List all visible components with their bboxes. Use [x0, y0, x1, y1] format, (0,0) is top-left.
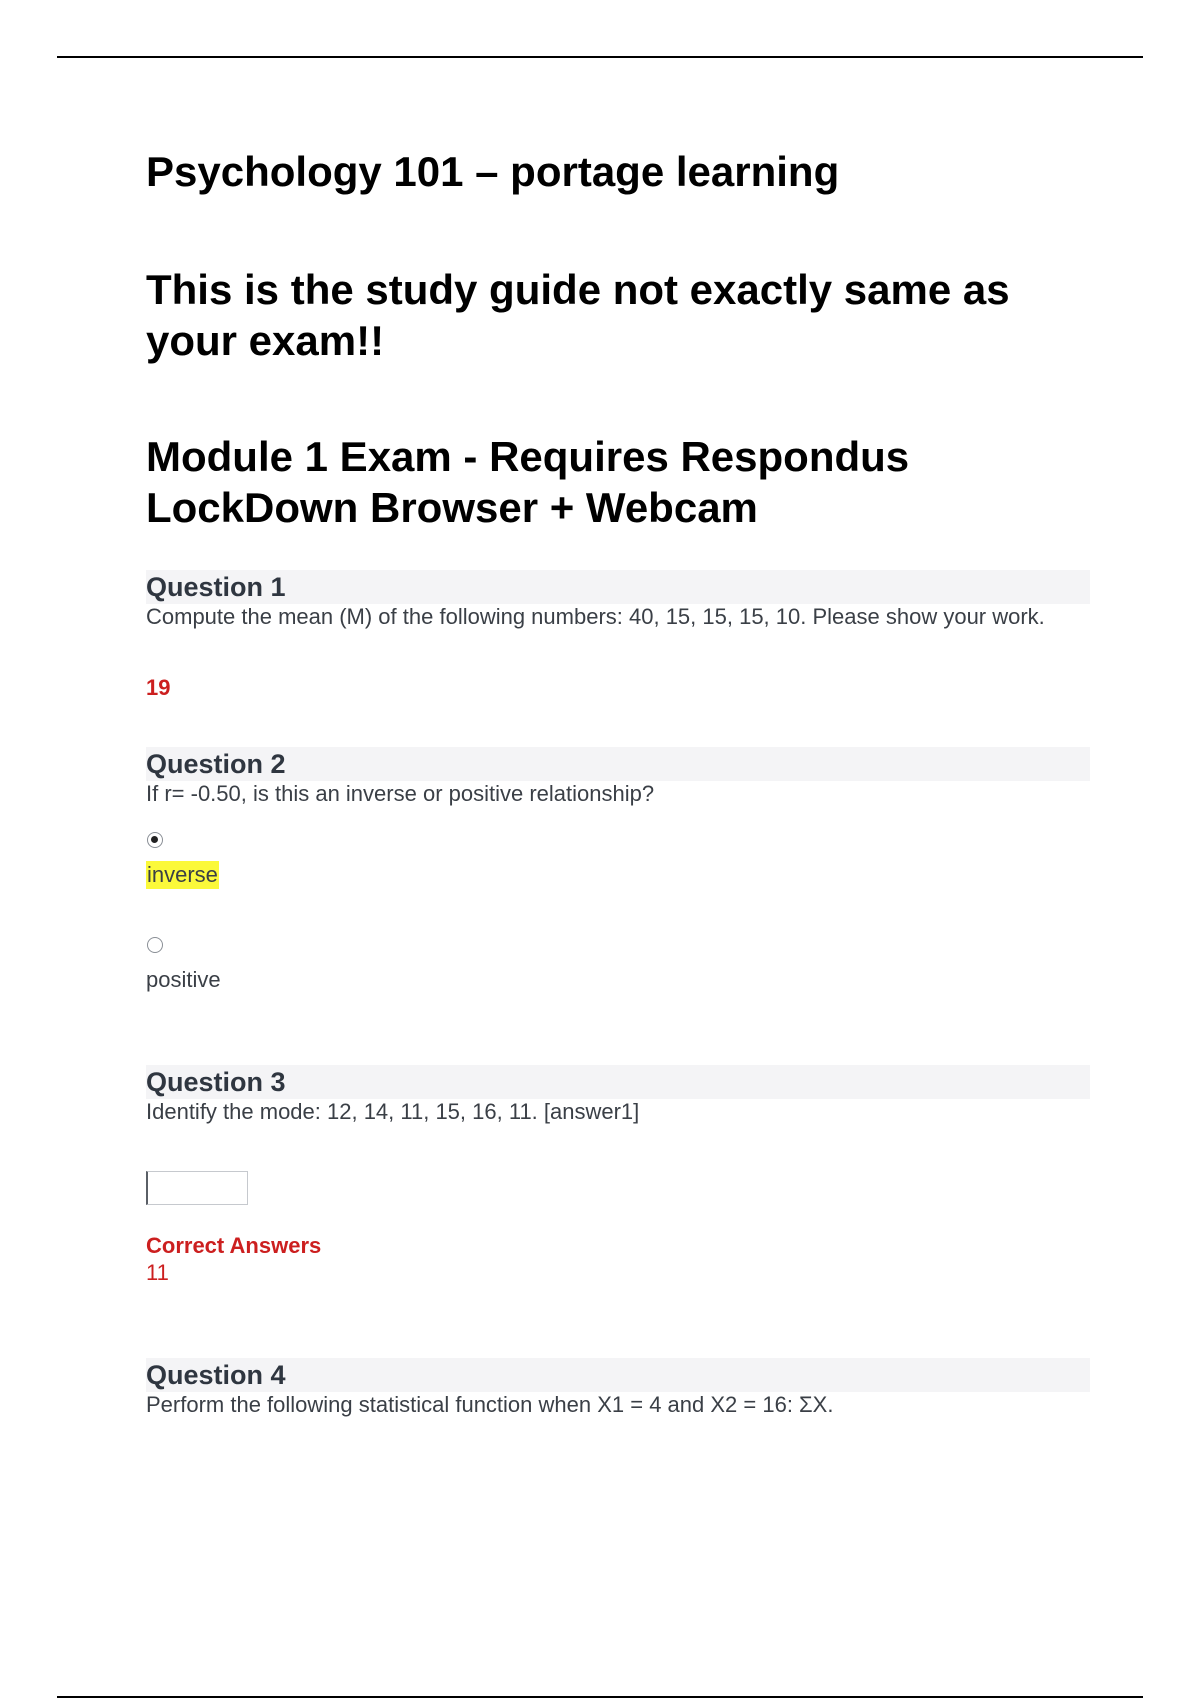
question-1-answer: 19 — [146, 675, 171, 700]
option-label-inverse: inverse — [147, 862, 218, 887]
answer1-input[interactable] — [146, 1171, 248, 1205]
radio-positive[interactable] — [147, 937, 163, 953]
question-2-header — [146, 747, 1090, 781]
correct-answers-label: Correct Answers — [146, 1233, 322, 1258]
radio-inverse[interactable] — [147, 832, 163, 848]
page-title: Psychology 101 – portage learning — [146, 148, 840, 195]
top-divider — [57, 56, 1143, 58]
question-2-text: If r= -0.50, is this an inverse or positive relationship? — [146, 781, 655, 806]
question-4-header — [146, 1358, 1090, 1392]
study-guide-notice: This is the study guide not exactly same as your exam!! — [146, 266, 1010, 364]
question-1-header — [146, 570, 1090, 604]
question-title: Question 4 — [146, 1360, 286, 1390]
option-label-positive: positive — [146, 967, 221, 992]
question-title: Question 2 — [146, 749, 286, 779]
question-1-text: Compute the mean (M) of the following numbers: 40, 15, 15, 15, 10. Please show your work. — [146, 604, 1045, 629]
bottom-divider — [57, 1696, 1143, 1698]
question-4-text: Perform the following statistical function when X1 = 4 and X2 = 16: ΣX. — [146, 1392, 834, 1417]
radio-selected-dot — [151, 836, 158, 843]
correct-answer-value: 11 — [146, 1260, 169, 1285]
module-title: Module 1 Exam - Requires Respondus LockDown Browser + Webcam — [146, 433, 910, 531]
question-title: Question 1 — [146, 572, 286, 602]
question-3-header — [146, 1065, 1090, 1099]
question-title: Question 3 — [146, 1067, 286, 1097]
question-3-text: Identify the mode: 12, 14, 11, 15, 16, 11. [answer1] — [146, 1099, 640, 1124]
